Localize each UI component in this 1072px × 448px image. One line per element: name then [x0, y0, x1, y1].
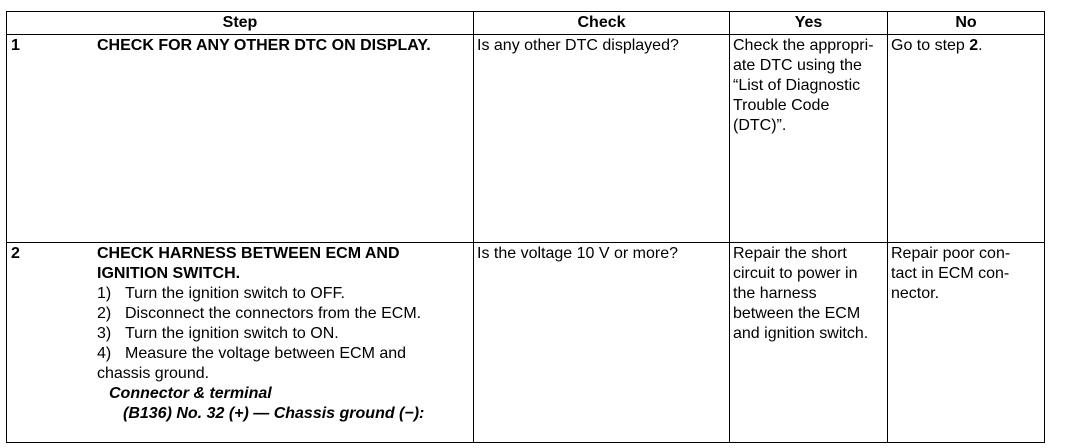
- yes-cell: [730, 35, 888, 243]
- yes-cell: [730, 243, 888, 443]
- table-row: [7, 35, 1045, 243]
- step-number: 2: [11, 245, 20, 262]
- substep: [97, 304, 470, 324]
- header-check: Check: [474, 12, 730, 35]
- no-cell: [888, 243, 1045, 443]
- no-text: Repair poor con- tact in ECM con- nector.: [891, 245, 1011, 302]
- header-row: [7, 12, 1045, 35]
- substep-number: 2): [97, 305, 112, 322]
- substep-number: 4): [97, 345, 112, 362]
- header-yes: Yes: [730, 12, 888, 35]
- step-cell: [7, 35, 474, 243]
- substep-text: Disconnect the connectors from the ECM.: [125, 305, 422, 322]
- connector-label: Connector & terminal: [109, 385, 272, 402]
- no-text-prefix: Go to step: [891, 37, 970, 54]
- step-title: CHECK HARNESS BETWEEN ECM AND IGNITION SWITCH.: [97, 245, 400, 282]
- check-text: Is the voltage 10 V or more?: [477, 245, 678, 262]
- no-cell: [888, 35, 1045, 243]
- diagnostic-table: [6, 11, 1045, 443]
- header-no: No: [888, 12, 1045, 35]
- check-cell: [474, 243, 730, 443]
- substep-number: 3): [97, 325, 112, 342]
- substep-text: Measure the voltage between ECM and: [125, 345, 407, 362]
- substep: [97, 284, 470, 304]
- yes-text: Check the appropri- ate DTC using the “List of Diagnostic Trouble Code (DTC)”.: [733, 37, 874, 134]
- substep: [97, 344, 470, 364]
- no-step-reference: 2: [969, 37, 979, 54]
- step-cell: [7, 243, 474, 443]
- substep: [97, 324, 470, 344]
- step-number: 1: [11, 37, 20, 54]
- check-text: Is any other DTC displayed?: [477, 37, 679, 54]
- substep-text: Turn the ignition switch to OFF.: [125, 285, 345, 302]
- connector-terminal: (B136) No. 32 (+) — Chassis ground (−):: [123, 405, 425, 422]
- table-row: [7, 243, 1045, 443]
- substep-number: 1): [97, 285, 112, 302]
- check-cell: [474, 35, 730, 243]
- step-title: CHECK FOR ANY OTHER DTC ON DISPLAY.: [97, 37, 431, 54]
- substep-text: Turn the ignition switch to ON.: [125, 325, 339, 342]
- header-step: Step: [7, 12, 474, 35]
- yes-text: Repair the short circuit to power in the harness between the ECM and ignition switch.: [733, 245, 869, 342]
- substep-continuation: chassis ground.: [97, 365, 210, 382]
- no-text-suffix: .: [978, 37, 983, 54]
